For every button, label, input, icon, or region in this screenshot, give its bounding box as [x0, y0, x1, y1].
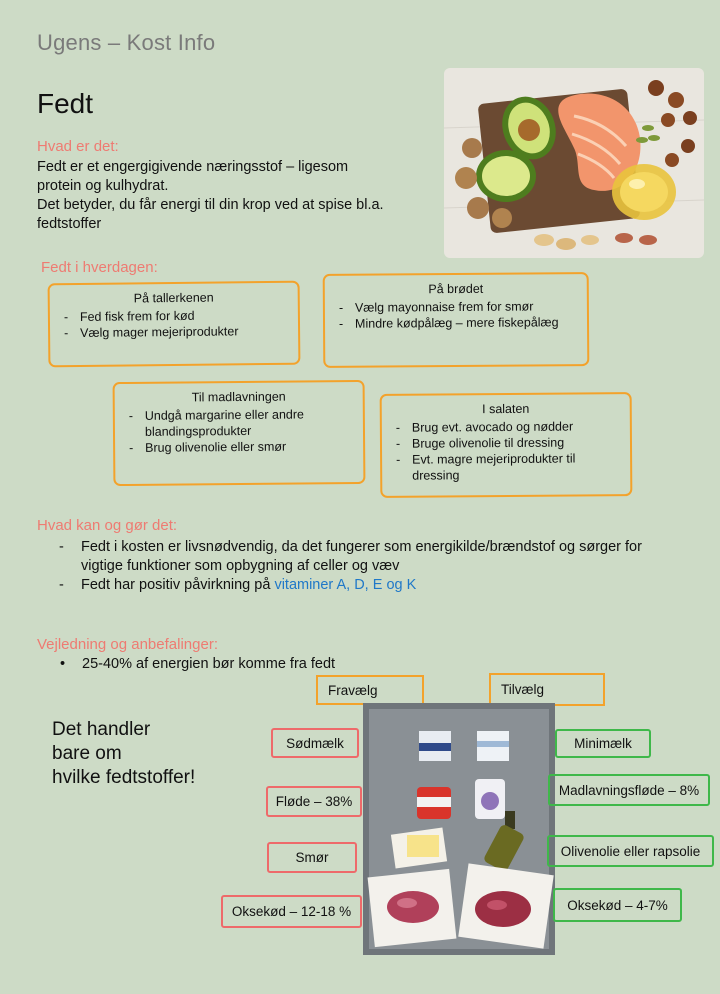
vitamins-highlight: vitaminer A, D, E og K [274, 577, 417, 593]
food-comparison-photo [363, 703, 555, 955]
food-comparison-illustration [363, 703, 555, 955]
healthy-fats-illustration [444, 68, 704, 258]
deselect-item-cream: Fløde – 38% [266, 786, 362, 817]
what-is-heading: Hvad er det: [37, 138, 119, 155]
tip-item: - Brug olivenolie eller smør [123, 438, 355, 456]
tip-item: - Evt. magre mejeriprodukter til dressing [390, 450, 622, 484]
slogan-line: hvilke fedtstoffer! [52, 767, 196, 788]
tip-box-list [390, 418, 622, 484]
deselect-item-butter: Smør [267, 842, 357, 873]
deselect-header: Fravælg [316, 675, 424, 705]
tip-item: - Vælg mayonnaise frem for smør [333, 298, 579, 316]
does-item-text: Fedt har positiv påvirkning på [81, 577, 275, 593]
healthy-fats-photo [444, 68, 704, 258]
tip-item: - Brug evt. avocado og nødder [390, 418, 622, 436]
tip-box-title: Til madlavningen [191, 389, 286, 405]
what-is-line: protein og kulhydrat. [37, 178, 169, 194]
tip-box-plate [48, 281, 301, 368]
page-title: Fedt [37, 88, 94, 119]
does-list [37, 538, 677, 595]
everyday-heading: Fedt i hverdagen: [41, 259, 158, 276]
tip-box-list [58, 307, 290, 341]
tip-item: - Mindre kødpålæg – mere fiskepålæg [333, 314, 579, 332]
does-item: - Fedt i kosten er livsnødvendig, da det fungerer som energikilde/brændstof og sørger for vigtige funktioner som opbygning af celler og væv [37, 538, 677, 576]
select-item-skim-milk: Minimælk [555, 729, 651, 758]
header-title: Ugens – Kost Info [37, 30, 216, 55]
tip-box-title: På brødet [428, 281, 484, 297]
slogan-line: bare om [52, 743, 122, 764]
slogan-line: Det handler [52, 719, 151, 740]
does-item [37, 576, 677, 595]
deselect-item-beef: Oksekød – 12-18 % [221, 895, 362, 928]
select-item-lean-beef: Oksekød – 4-7% [553, 888, 682, 922]
tip-item: - Fed fisk frem for kød [58, 307, 290, 325]
guidance-text: 25-40% af energien bør komme fra fedt [82, 656, 336, 672]
tip-box-bread [323, 272, 590, 368]
guidance-bullet [60, 655, 335, 674]
guidance-heading: Vejledning og anbefalinger: [37, 636, 218, 653]
tip-item: - Vælg mager mejeriprodukter [58, 323, 290, 341]
what-is-line: fedtstoffer [37, 216, 102, 232]
tip-item: - Undgå margarine eller andre blandingsprodukter [123, 406, 355, 440]
tip-box-cooking [113, 380, 366, 486]
tip-box-title: I salaten [482, 401, 530, 417]
tip-box-title: På tallerkenen [133, 290, 214, 306]
what-is-text [37, 158, 437, 234]
tip-item: - Bruge olivenolie til dressing [390, 434, 622, 452]
what-is-line: Det betyder, du får energi til din krop ved at spise bl.a. [37, 197, 384, 213]
tip-box-salad [380, 392, 633, 498]
select-item-olive-oil: Olivenolie eller rapsolie [547, 835, 714, 867]
deselect-item-whole-milk: Sødmælk [271, 728, 359, 758]
does-heading: Hvad kan og gør det: [37, 517, 178, 534]
select-item-cooking-cream: Madlavningsfløde – 8% [548, 774, 710, 806]
what-is-line: Fedt er et engergigivende næringsstof – ligesom [37, 159, 349, 175]
select-header: Tilvælg [489, 673, 605, 706]
tip-box-list [123, 406, 355, 456]
tip-box-list [333, 298, 579, 332]
bullet-dot: • [60, 656, 66, 672]
slogan [52, 718, 195, 790]
